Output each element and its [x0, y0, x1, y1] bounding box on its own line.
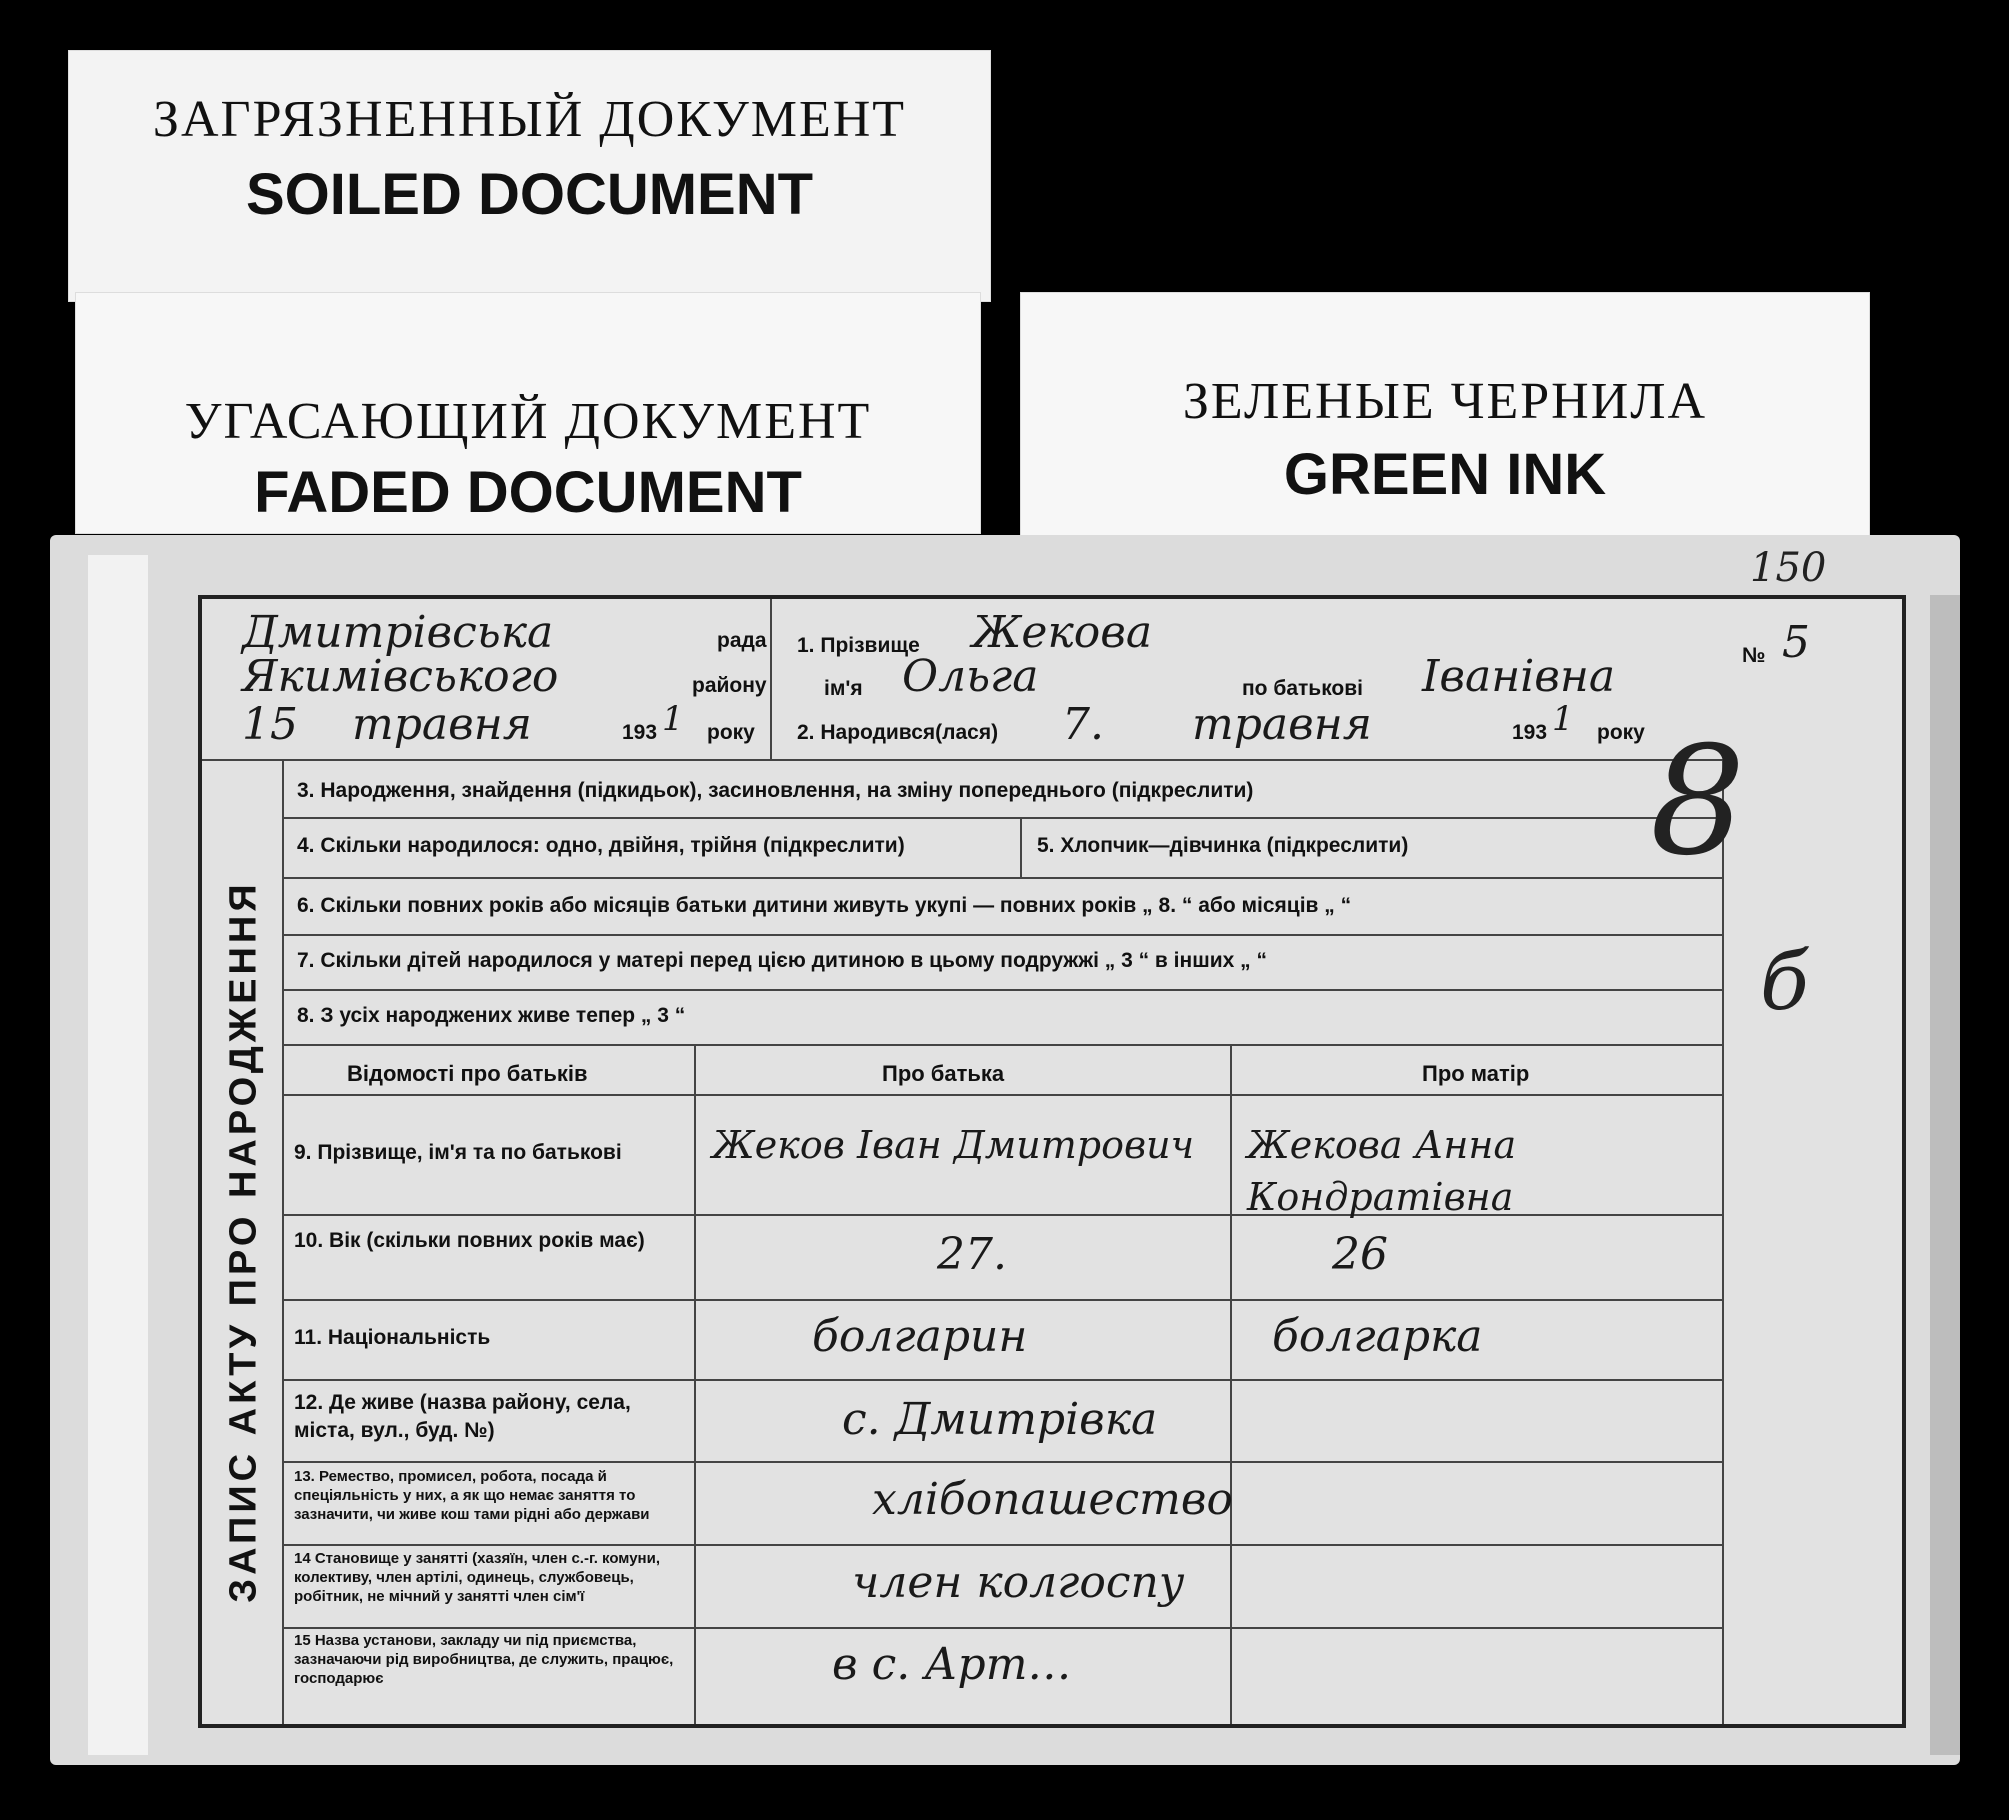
margin-big-mark: 8: [1650, 715, 1746, 889]
row7-rule: [282, 989, 1722, 991]
margin-side-mark: б: [1760, 935, 1809, 1028]
birth-record-card: [50, 535, 1960, 1765]
soiled-label-en: SOILED DOCUMENT: [245, 162, 814, 227]
q12-label: 12. Де живе (назва району, села, міста, вул., буд. №): [294, 1391, 631, 1442]
mother-name: Жекова Анна Кондратівна: [1247, 1123, 1517, 1219]
born-day-handwritten: 7.: [1062, 699, 1104, 750]
surname-handwritten: Жекова: [972, 607, 1153, 658]
vertical-title: [204, 759, 284, 1724]
number-handwritten: 5: [1782, 617, 1810, 668]
name-handwritten: Ольга: [902, 651, 1039, 702]
col-father-header: Про батька: [882, 1061, 1005, 1086]
q15-label: 15 Назва установи, закладу чи під приємства, зазначаючи рід виробництва, де служить, працює, господарює: [294, 1632, 674, 1687]
born-month-handwritten: травня: [1192, 699, 1372, 750]
q10-label: 10. Вік (скільки повних років має): [294, 1229, 645, 1252]
date-day-handwritten: 15: [242, 699, 298, 750]
rada-label: рада: [717, 629, 767, 652]
header-divider: [770, 599, 772, 759]
faded-label-ru: УГАСАЮЩИЙ ДОКУМЕНТ: [184, 393, 872, 450]
patronymic-handwritten: Іванівна: [1422, 651, 1616, 702]
row3-rule: [282, 817, 1722, 819]
row8-text: 8. З усіх народжених живе тепер „ 3 “: [297, 1004, 686, 1027]
row6-text: 6. Скільки повних років або місяців батьки дитини живуть укупі — повних років „ 8. “ або місяців „ “: [297, 894, 1352, 917]
row4-rule: [282, 877, 1722, 879]
soiled-label-ru: ЗАГРЯЗНЕННЫЙ ДОКУМЕНТ: [152, 91, 907, 148]
father-age: 27.: [937, 1229, 1007, 1280]
father-occupation: хлібопашество: [872, 1474, 1234, 1525]
row7-text: 7. Скільки дітей народилося у матері перед цією дитиною в цьому подружжі „ 3 “ в інших „ “: [297, 949, 1267, 972]
col-info-header: Відомості про батьків: [347, 1061, 588, 1086]
row4-text: 4. Скільки народилося: одно, двійня, трійня (підкреслити): [297, 834, 905, 857]
born-year-handwritten: 1: [1552, 699, 1574, 739]
corner-number: 150: [1750, 545, 1827, 591]
date-year-handwritten: 1: [662, 699, 684, 739]
father-employer: в с. Арт…: [832, 1639, 1072, 1690]
father-position: член колгоспу: [852, 1557, 1185, 1608]
q1-patronymic-label: по батькові: [1242, 677, 1363, 700]
roku-label: року: [707, 721, 755, 744]
record-number-box: [1727, 599, 1892, 679]
green-label-en: GREEN INK: [1283, 442, 1607, 507]
q1-name-label: ім'я: [824, 677, 863, 700]
father-name: Жеков Іван Дмитрович: [712, 1123, 1195, 1167]
row5-text: 5. Хлопчик—дівчинка (підкреслити): [1037, 834, 1409, 857]
card-stacked-edge: [1930, 595, 1960, 1755]
q11-label: 11. Національність: [294, 1326, 491, 1349]
row11-rule: [282, 1379, 1722, 1381]
q9-label: 9. Прізвище, ім'я та по батькові: [294, 1141, 622, 1164]
raion-label: району: [692, 674, 767, 697]
rada-handwritten: Дмитрівська: [242, 607, 554, 658]
row13-rule: [282, 1544, 1722, 1546]
born-roku-label: року: [1597, 721, 1645, 744]
father-residence: с. Дмитрівка: [842, 1394, 1158, 1445]
soiled-document-label: [68, 50, 991, 302]
vertical-title-text: ЗАПИС АКТУ ПРО НАРОДЖЕННЯ: [222, 880, 265, 1603]
row10-rule: [282, 1299, 1722, 1301]
date-month-handwritten: травня: [352, 699, 532, 750]
faded-label-en: FADED DOCUMENT: [254, 460, 802, 525]
q13-label: 13. Ремество, промисел, робота, посада й спеціяльність у них, а як що немає заняття то зазначити, чи живе кош тами рідні або держави: [294, 1468, 650, 1523]
faded-document-label: [75, 292, 981, 534]
card-binding-strip: [88, 555, 148, 1755]
row8-rule: [282, 1044, 1722, 1046]
q14-label: 14 Становище у занятті (хазяїн, член с.-г. комуни, колективу, член артілі, одинець, службовець, робітник, не мічний у занятті член сім'ї: [294, 1550, 660, 1605]
mother-nationality: болгарка: [1272, 1311, 1483, 1362]
father-nationality: болгарин: [812, 1311, 1028, 1362]
born-year-prefix: 193: [1512, 721, 1548, 744]
table-col1-rule: [694, 1044, 696, 1724]
mother-age: 26: [1332, 1229, 1388, 1280]
table-right-rule: [1722, 759, 1724, 1724]
date-year-prefix: 193: [622, 721, 658, 744]
table-header-rule: [282, 1094, 1722, 1096]
green-ink-label: [1020, 292, 1870, 537]
row14-rule: [282, 1627, 1722, 1629]
table-col2-rule: [1230, 1044, 1232, 1724]
row12-rule: [282, 1461, 1722, 1463]
q2-born-label: 2. Народився(лася): [797, 721, 999, 744]
number-label: №: [1742, 644, 1766, 667]
row3-text: 3. Народження, знайдення (підкидьок), засиновлення, на зміну попереднього (підкреслити): [297, 779, 1254, 802]
header-bottom-rule: [202, 759, 1722, 761]
row4-5-divider: [1020, 817, 1022, 877]
col-mother-header: Про матір: [1422, 1061, 1530, 1086]
green-label-ru: ЗЕЛЕНЫЕ ЧЕРНИЛА: [1182, 373, 1708, 430]
q1-surname-label: 1. Прізвище: [797, 634, 920, 657]
raion-handwritten: Якимівського: [242, 651, 559, 702]
row6-rule: [282, 934, 1722, 936]
